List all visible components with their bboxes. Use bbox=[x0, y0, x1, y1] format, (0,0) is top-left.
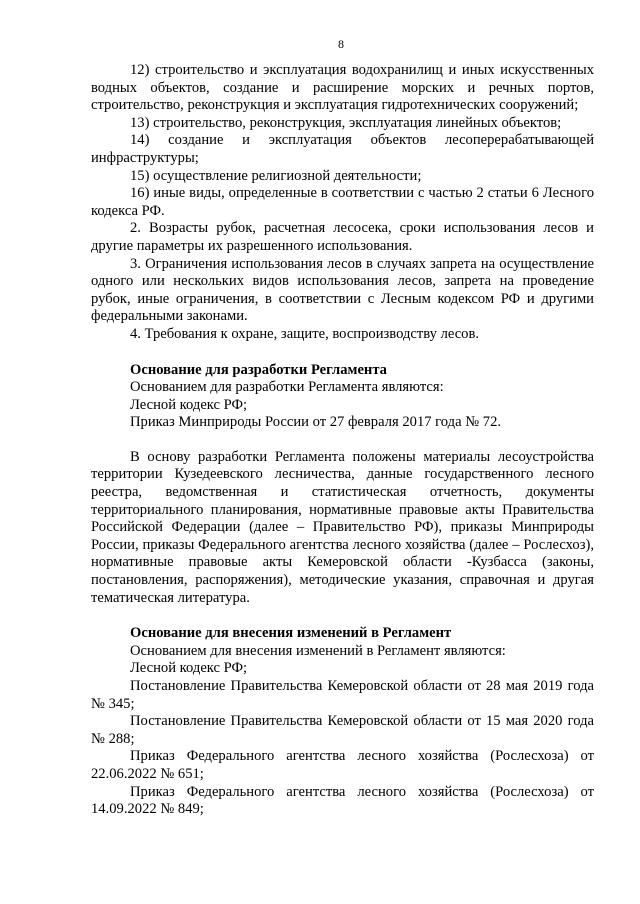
list-item-16: 16) иные виды, определенные в соответствии с частью 2 статьи 6 Лесного кодекса РФ. bbox=[91, 185, 594, 219]
page-number: 8 bbox=[338, 37, 344, 51]
list-item-15: 15) осуществление религиозной деятельности; bbox=[130, 167, 422, 184]
list-item-13: 13) строительство, реконструкция, эксплуатация линейных объектов; bbox=[130, 114, 562, 131]
spacer bbox=[91, 344, 594, 362]
amendment-item-forest-code: Лесной кодекс РФ; bbox=[130, 660, 248, 677]
list-item-12: 12) строительство и эксплуатация водохранилищ и иных искусственных водных объектов, создание и расширение морских и речных портов, строительство, реконструкция и эксплуатация гидротехнических сооружений; bbox=[91, 62, 594, 114]
paragraph-2: 2. Возрасты рубок, расчетная лесосека, сроки использования лесов и другие параметры их разрешенного использования. bbox=[91, 220, 594, 254]
development-body-paragraph: В основу разработки Регламента положены материалы лесоустройства территории Кузедеевского лесничества, данные государственного лесного реестра, ведомственная и статистическая отчетность, документы территориального планирования, нормативные правовые акты Правительства Российской Федерации (далее – Правительство РФ), приказы Минприроды России, приказы Федерального агентства лесного хозяйства (далее – Рослесхоз), нормативные правовые акты Кемеровской области -Кузбасса (законы, постановления, распоряжения), методические указания, справочная и другая тематическая литература. bbox=[91, 448, 594, 606]
paragraph-4: 4. Требования к охране, защите, воспроизводству лесов. bbox=[130, 325, 480, 342]
list-item-14: 14) создание и эксплуатация объектов лесоперерабатывающей инфраструктуры; bbox=[91, 132, 594, 166]
amendment-item-order-651: Приказ Федерального агентства лесного хозяйства (Рослесхоза) от 22.06.2022 № 651; bbox=[91, 748, 594, 782]
spacer bbox=[91, 432, 594, 449]
basis-item-order-72: Приказ Минприроды России от 27 февраля 2017 года № 72. bbox=[130, 414, 502, 431]
section-heading-amendments: Основание для внесения изменений в Регламент bbox=[130, 625, 452, 642]
amendment-item-resolution-345: Постановление Правительства Кемеровской области от 28 мая 2019 года № 345; bbox=[91, 678, 594, 712]
section-heading-development: Основание для разработки Регламента bbox=[130, 361, 387, 378]
amendment-item-order-849: Приказ Федерального агентства лесного хозяйства (Рослесхоза) от 14.09.2022 № 849; bbox=[91, 783, 594, 818]
section-intro-development: Основанием для разработки Регламента являются: bbox=[130, 379, 444, 396]
amendment-item-resolution-288: Постановление Правительства Кемеровской области от 15 мая 2020 года № 288; bbox=[91, 713, 594, 747]
basis-item-forest-code: Лесной кодекс РФ; bbox=[130, 396, 248, 413]
spacer bbox=[91, 607, 594, 625]
paragraph-3: 3. Ограничения использования лесов в случаях запрета на осуществление одного или нескольких видов использования лесов, запрета на проведение рубок, иные ограничения, в соответствии с Лесным кодексом РФ и другими федеральными законами. bbox=[91, 255, 594, 325]
section-intro-amendments: Основанием для внесения изменений в Регламент являются: bbox=[130, 642, 506, 659]
